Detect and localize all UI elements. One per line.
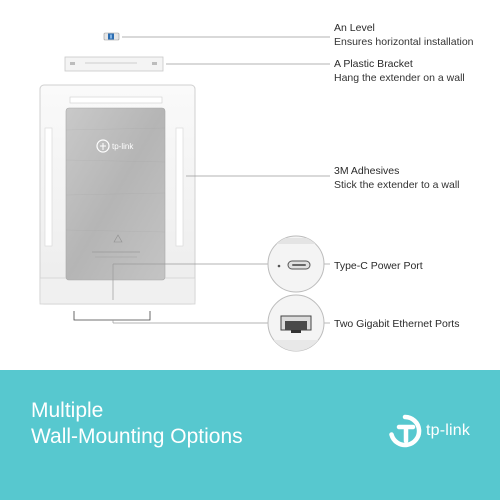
level-icon (104, 33, 119, 40)
device-logo-text: tp-link (112, 142, 134, 151)
ethernet-port-icon (266, 295, 326, 352)
headline-line-1: Multiple (31, 399, 104, 422)
callout-level-subtitle: Ensures horizontal installation (334, 36, 474, 48)
callout-adhesives (334, 164, 459, 192)
extender-device (66, 108, 165, 280)
brand-logo (388, 411, 470, 451)
callout-ethernet-ports-title: Two Gigabit Ethernet Ports (334, 318, 460, 330)
callout-level (334, 21, 474, 49)
promo-banner (0, 370, 500, 500)
tp-link-logo-icon (388, 414, 422, 448)
callout-level-title: An Level (334, 22, 375, 34)
brand-name: tp-link (426, 422, 471, 439)
plastic-bracket (65, 57, 163, 71)
banner-headline (31, 398, 243, 450)
callout-power-port (334, 259, 423, 273)
callout-power-port-title: Type-C Power Port (334, 260, 423, 272)
callout-bracket-title: A Plastic Bracket (334, 58, 413, 70)
headline-line-2: Wall-Mounting Options (31, 425, 243, 448)
callout-adhesives-subtitle: Stick the extender to a wall (334, 179, 460, 191)
callout-bracket (334, 57, 465, 85)
callout-adhesives-title: 3M Adhesives (334, 165, 400, 177)
callout-ethernet-ports (334, 317, 459, 331)
usb-c-port-icon (266, 236, 326, 292)
callout-bracket-subtitle: Hang the extender on a wall (334, 72, 465, 84)
